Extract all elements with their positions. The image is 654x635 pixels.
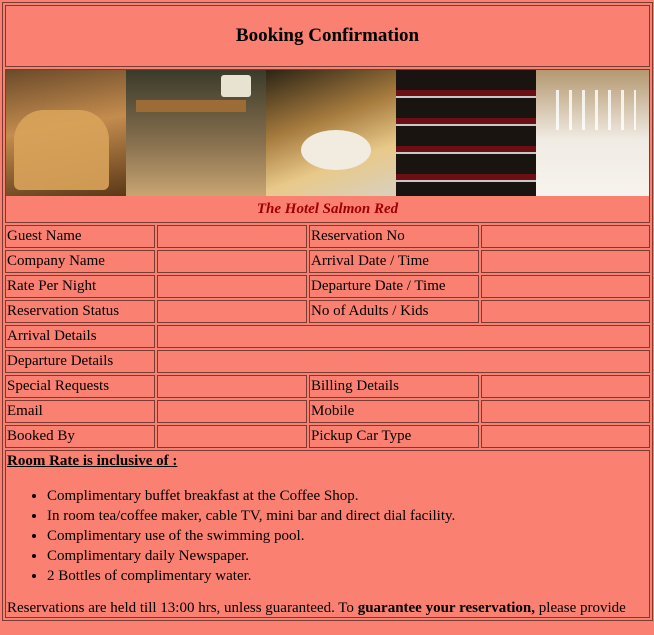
email-label: Email (5, 400, 155, 423)
billing-details-value[interactable] (481, 375, 650, 398)
booked-by-value[interactable] (157, 425, 307, 448)
note-prefix: Reservations are held till 13:00 hrs, unless guaranteed. To (7, 600, 358, 616)
guest-name-value[interactable] (157, 225, 307, 248)
note-suffix: please provide (535, 600, 626, 616)
departure-date-time-label: Departure Date / Time (309, 275, 479, 298)
arrival-date-time-value[interactable] (481, 250, 650, 273)
form-row (5, 250, 650, 273)
company-name-value[interactable] (157, 250, 307, 273)
reservation-status-value[interactable] (157, 300, 307, 323)
arrival-date-time-label: Arrival Date / Time (309, 250, 479, 273)
form-row (5, 225, 650, 248)
form-row (5, 300, 650, 323)
reservation-note (7, 600, 648, 617)
booked-by-label: Booked By (5, 425, 155, 448)
special-requests-value[interactable] (157, 375, 307, 398)
reservation-no-value[interactable] (481, 225, 650, 248)
inclusions-heading: Room Rate is inclusive of : (7, 453, 178, 469)
departure-date-time-value[interactable] (481, 275, 650, 298)
company-name-label: Company Name (5, 250, 155, 273)
list-item: • Complimentary daily Newspaper. (47, 546, 648, 566)
form-row (5, 400, 650, 423)
arrival-details-label: Arrival Details (5, 325, 155, 348)
page-title: Booking Confirmation (5, 5, 650, 67)
billing-details-label: Billing Details (309, 375, 479, 398)
list-item: • 2 Bottles of complimentary water. (47, 566, 648, 586)
form-row (5, 325, 650, 348)
inclusions-list (7, 486, 648, 586)
adults-kids-value[interactable] (481, 300, 650, 323)
note-bold: guarantee your reservation, (357, 600, 536, 616)
list-item: • In room tea/coffee maker, cable TV, mini bar and direct dial facility. (47, 506, 648, 526)
reservation-no-label: Reservation No (309, 225, 479, 248)
banner-cell (5, 69, 650, 223)
form-row (5, 275, 650, 298)
hotel-name: The Hotel Salmon Red (256, 201, 399, 217)
dining-image (536, 70, 649, 196)
form-row (5, 375, 650, 398)
inclusions-section (5, 450, 650, 618)
email-value[interactable] (157, 400, 307, 423)
desk-image (126, 70, 266, 196)
form-row (5, 425, 650, 448)
adults-kids-label: No of Adults / Kids (309, 300, 479, 323)
hotel-banner (6, 70, 649, 222)
mobile-label: Mobile (309, 400, 479, 423)
wine-rack-image (396, 70, 536, 196)
arrival-details-value[interactable] (157, 325, 650, 348)
departure-details-label: Departure Details (5, 350, 155, 373)
list-item: • Complimentary buffet breakfast at the Coffee Shop. (47, 486, 648, 506)
reservation-status-label: Reservation Status (5, 300, 155, 323)
departure-details-value[interactable] (157, 350, 650, 373)
rate-per-night-label: Rate Per Night (5, 275, 155, 298)
lobby-chairs-image (6, 70, 126, 196)
lounge-image (266, 70, 396, 196)
pickup-car-type-label: Pickup Car Type (309, 425, 479, 448)
mobile-value[interactable] (481, 400, 650, 423)
pickup-car-type-value[interactable] (481, 425, 650, 448)
form-row (5, 350, 650, 373)
booking-confirmation-table (2, 2, 653, 621)
special-requests-label: Special Requests (5, 375, 155, 398)
guest-name-label: Guest Name (5, 225, 155, 248)
list-item: • Complimentary use of the swimming pool. (47, 526, 648, 546)
rate-per-night-value[interactable] (157, 275, 307, 298)
